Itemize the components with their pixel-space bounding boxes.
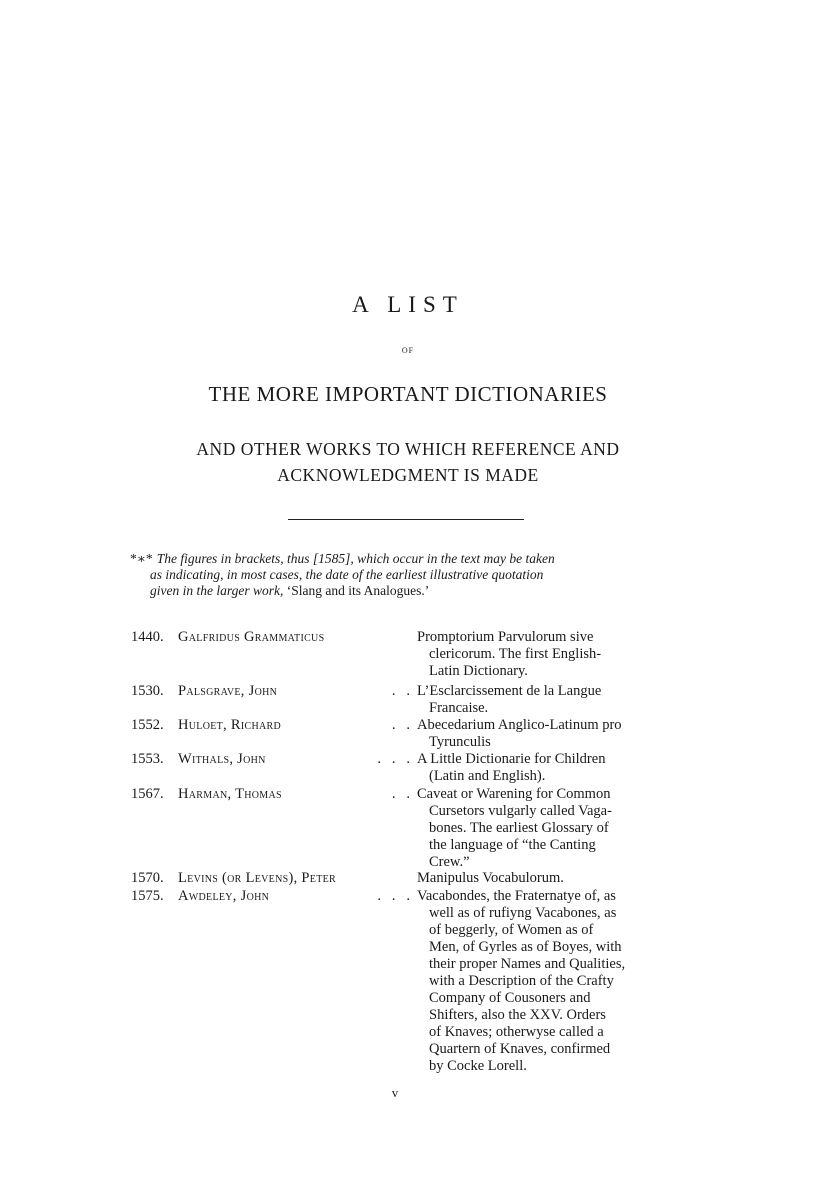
entry-work-line: by Cocke Lorell. xyxy=(429,1058,527,1074)
entry-year: 1440. xyxy=(131,629,164,645)
page-number: v xyxy=(391,1085,399,1100)
entry-leader-dots: . . . xyxy=(377,888,410,904)
entry-year: 1552. xyxy=(131,717,164,733)
entry-work-line: with a Description of the Crafty xyxy=(429,973,614,989)
entry-work xyxy=(417,888,685,1075)
page-title: THE MORE IMPORTANT DICTIONARIES xyxy=(208,382,608,406)
entry-work-line: clericorum. The first English- xyxy=(429,646,602,662)
entry-work-line: (Latin and English). xyxy=(429,768,546,784)
divider-rule xyxy=(288,519,524,520)
entry-year: 1567. xyxy=(131,786,164,802)
subtitle-line-2: ACKNOWLEDGMENT IS MADE xyxy=(277,465,539,485)
entry-work-line: bones. The earliest Glossary of xyxy=(429,820,609,836)
entry-work-line: Abecedarium Anglico-Latinum pro xyxy=(417,717,622,733)
entry-work-line: Francaise. xyxy=(429,700,489,716)
entry-author: Awdeley, John xyxy=(178,888,270,904)
entry-work-line: Latin Dictionary. xyxy=(429,663,528,679)
entry-work-line: Promptorium Parvulorum sive xyxy=(417,629,594,645)
entry-work-line: Company of Cousoners and xyxy=(429,990,591,1006)
entry-work-line: the language of “the Canting xyxy=(429,837,596,853)
note-line-3 xyxy=(130,583,686,599)
entry-author: Harman, Thomas xyxy=(178,786,282,802)
entry-work-line: of beggerly, of Women as of xyxy=(429,922,594,938)
entry-work-line: Vacabondes, the Fraternatye of, as xyxy=(417,888,616,904)
entry-work-line: A Little Dictionarie for Children xyxy=(417,751,606,767)
entry-author: Palsgrave, John xyxy=(178,683,278,699)
entry-work-line: of Knaves; otherwyse called a xyxy=(429,1024,604,1040)
entry-author: Withals, John xyxy=(178,751,266,767)
entry-work xyxy=(417,786,685,871)
entry-year: 1570. xyxy=(131,870,164,886)
entry-work-line: Caveat or Warening for Common xyxy=(417,786,611,802)
entry-work xyxy=(417,683,685,717)
entry-work-line: Tyrunculis xyxy=(429,734,491,750)
entry-work-line: Shifters, also the XXV. Orders xyxy=(429,1007,606,1023)
note-line-1: The figures in brackets, thus [1585], which occur in the text may be taken xyxy=(156,551,555,566)
entry-year: 1530. xyxy=(131,683,164,699)
entry-work-line: Cursetors vulgarly called Vaga- xyxy=(429,803,612,819)
entry-author: Levins (or Levens), Peter xyxy=(178,870,336,886)
asterism-mark: *∗* xyxy=(130,551,153,566)
entry-leader-dots: . . . xyxy=(377,751,410,767)
subtitle xyxy=(128,436,688,488)
editorial-note xyxy=(130,551,686,599)
note-line-3-italic: given in the larger work, xyxy=(150,583,284,598)
entry-author: Huloet, Richard xyxy=(178,717,281,733)
entry-work xyxy=(417,751,685,785)
entry-year: 1575. xyxy=(131,888,164,904)
entry-work-line: L’Esclarcissement de la Langue xyxy=(417,683,602,699)
entry-leader-dots: . . xyxy=(391,717,410,733)
entry-work-line: Men, of Gyrles as of Boyes, with xyxy=(429,939,622,955)
entry-work-line: well as of rufiyng Vacabones, as xyxy=(429,905,617,921)
entry-leader-dots: . . xyxy=(391,683,410,699)
entry-work-line: Manipulus Vocabulorum. xyxy=(417,870,564,886)
entry-work-line: their proper Names and Qualities, xyxy=(429,956,626,972)
entry-author: Galfridus Grammaticus xyxy=(178,629,325,645)
entry-work xyxy=(417,629,685,680)
entry-work-line: Crew.” xyxy=(429,854,470,870)
title-of: OF xyxy=(401,346,415,355)
subtitle-line-1: AND OTHER WORKS TO WHICH REFERENCE AND xyxy=(196,439,620,459)
entry-year: 1553. xyxy=(131,751,164,767)
note-book-title: ‘Slang and its Analogues.’ xyxy=(286,583,430,598)
entry-leader-dots: . . xyxy=(391,786,410,802)
list-title: A LIST xyxy=(352,292,464,317)
note-line-2: as indicating, in most cases, the date of the earliest illustrative quotation xyxy=(150,567,544,582)
entry-work xyxy=(417,870,685,887)
entry-work-line: Quartern of Knaves, confirmed xyxy=(429,1041,611,1057)
entry-work xyxy=(417,717,685,751)
